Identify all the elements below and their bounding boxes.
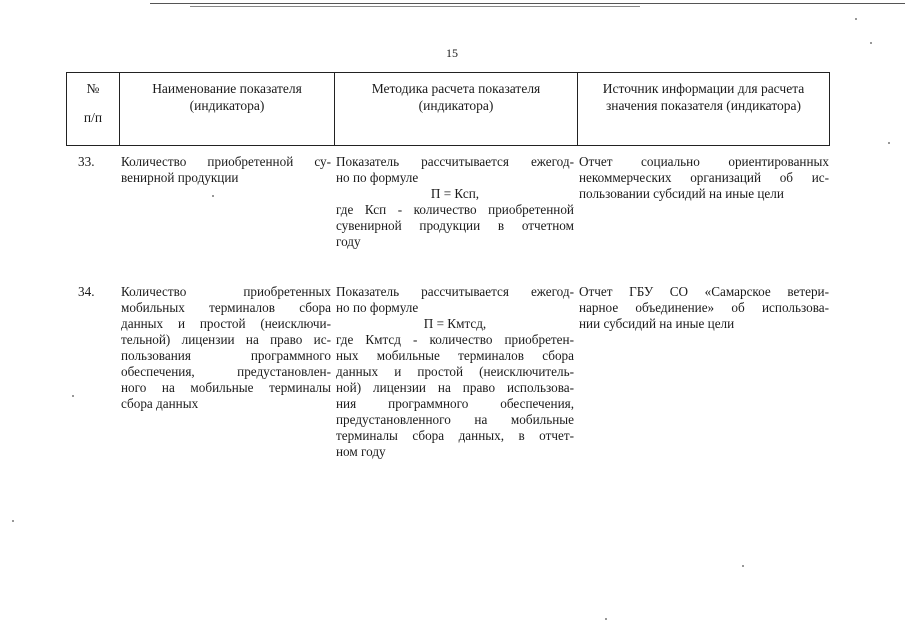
row-calculation-method — [336, 284, 574, 460]
text-line: венирной продукции — [121, 170, 239, 185]
header-method-line: (индикатора) — [418, 98, 494, 113]
text-line: но по формуле — [336, 170, 419, 185]
header-source-line: Источник информации для расчета — [602, 81, 805, 96]
scan-speck — [870, 42, 872, 44]
text-line: Количество приобретенной су- — [121, 154, 331, 169]
header-name-line: Наименование показателя — [152, 81, 302, 96]
page-number: 15 — [446, 46, 458, 60]
scan-line — [150, 3, 905, 4]
header-number-column — [67, 73, 120, 145]
text-line: нии субсидий на иные цели — [579, 316, 735, 331]
text-line: нарное объединение» об использова- — [579, 300, 829, 315]
scan-speck — [72, 395, 74, 397]
text-line: ных мобильные терминалов сбора — [336, 348, 574, 363]
text-line: где Ксп - количество приобретенной — [336, 202, 574, 217]
text-line: некоммерческих организаций об ис- — [579, 170, 829, 185]
header-source-column — [578, 73, 829, 145]
header-method-line: Методика расчета показателя — [371, 81, 541, 96]
scan-speck — [888, 142, 890, 144]
text-line: ния программного обеспечения, — [336, 396, 574, 411]
header-source-line: значения показателя (индикатора) — [605, 98, 802, 113]
text-line: ного на мобильные терминалы — [121, 380, 331, 395]
text-line: пользовании субсидий на иные цели — [579, 186, 784, 201]
text-line: Отчет ГБУ СО «Самарское ветери- — [579, 284, 829, 299]
row-number: 33. — [78, 154, 95, 169]
scan-edge-lines — [0, 0, 905, 10]
text-line: терминалы сбора данных, в отчет- — [336, 428, 574, 443]
row-indicator-name — [121, 154, 331, 186]
text-line: Показатель рассчитывается ежегод- — [336, 154, 574, 169]
text-line: Показатель рассчитывается ежегод- — [336, 284, 574, 299]
header-name-line: (индикатора) — [189, 98, 265, 113]
text-line: Отчет социально ориентированных — [579, 154, 829, 169]
scan-speck — [12, 520, 14, 522]
scan-speck — [742, 565, 744, 567]
text-line: данных и простой (неисключитель- — [336, 364, 574, 379]
text-line: мобильных терминалов сбора — [121, 300, 331, 315]
scan-speck — [855, 18, 857, 20]
text-line: ном году — [336, 444, 386, 459]
formula: П = Ксп, — [430, 186, 480, 201]
text-line: Количество приобретенных — [121, 284, 331, 299]
header-name-column — [120, 73, 335, 145]
row-number: 34. — [78, 284, 95, 299]
text-line: сувенирной продукции в отчетном — [336, 218, 574, 233]
scan-line — [190, 6, 640, 7]
header-number-label: № — [86, 81, 100, 96]
text-line: тельной) лицензии на право ис- — [121, 332, 331, 347]
row-information-source — [579, 284, 829, 332]
table-header — [66, 72, 830, 146]
scan-speck — [605, 618, 607, 620]
header-method-column — [335, 73, 578, 145]
scan-speck — [212, 195, 214, 197]
text-line: где Кмтсд - количество приобретен- — [336, 332, 574, 347]
text-line: обеспечения, предустановлен- — [121, 364, 331, 379]
row-information-source — [579, 154, 829, 202]
text-line: году — [336, 234, 361, 249]
row-calculation-method — [336, 154, 574, 250]
row-indicator-name — [121, 284, 331, 412]
text-line: пользования программного — [121, 348, 331, 363]
text-line: данных и простой (неисключи- — [121, 316, 331, 331]
formula: П = Кмтсд, — [423, 316, 487, 331]
text-line: но по формуле — [336, 300, 419, 315]
text-line: сбора данных — [121, 396, 199, 411]
text-line: ной) лицензии на право использова- — [336, 380, 574, 395]
header-number-sublabel: п/п — [83, 110, 103, 125]
text-line: предустановленного на мобильные — [336, 412, 574, 427]
